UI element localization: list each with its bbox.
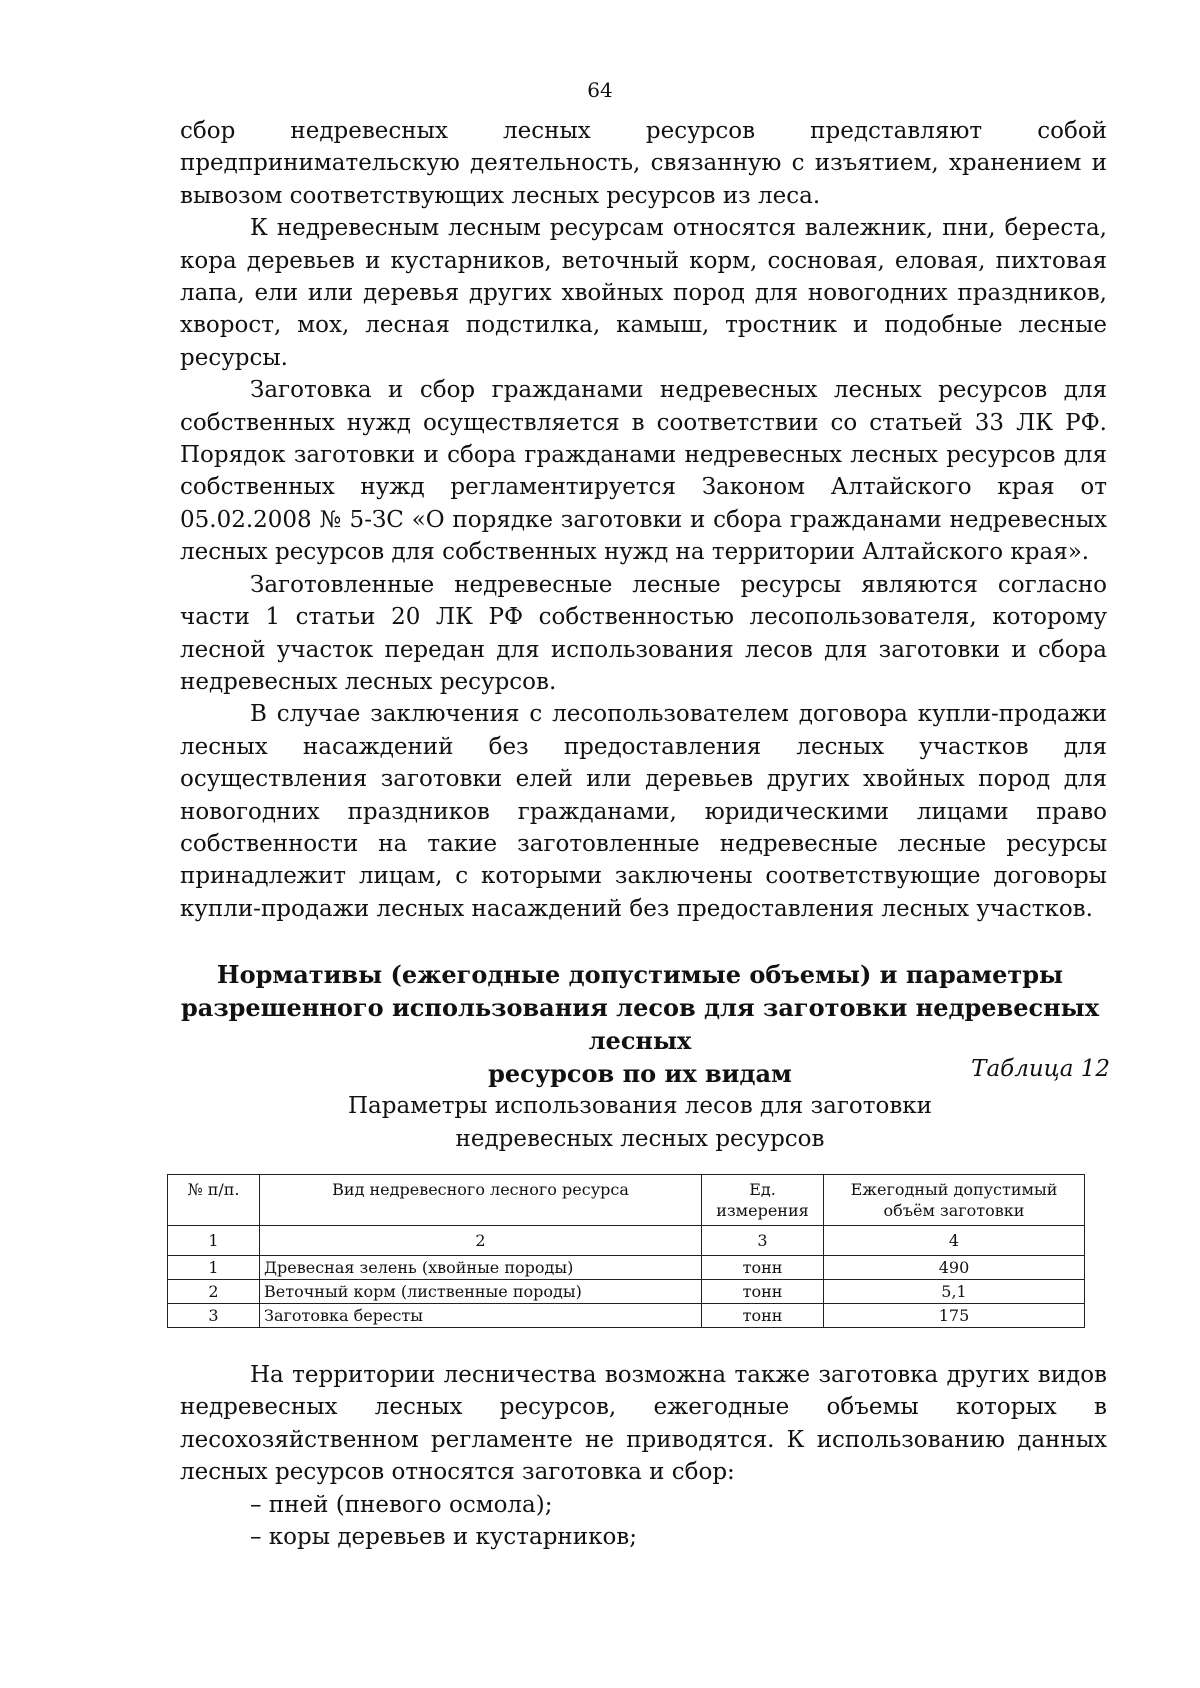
- table-title: [330, 1090, 950, 1156]
- header-unit: Ед. измерения: [702, 1175, 824, 1226]
- table-row: [168, 1280, 1085, 1304]
- paragraph-continuation: сбор недревесных лесных ресурсов представляют собой предпринимательскую деятельность, связанную с изъятием, хранением и вывозом соответствующих лесных ресурсов из леса.: [180, 118, 1107, 209]
- row-volume: 490: [824, 1256, 1085, 1280]
- section-heading: [170, 958, 1110, 1090]
- row-num: 1: [168, 1256, 260, 1280]
- column-number: 1: [168, 1226, 260, 1256]
- row-name: Веточный корм (лиственные породы): [260, 1280, 702, 1304]
- paragraph: Заготовленные недревесные лесные ресурсы являются согласно части 1 статьи 20 ЛК РФ собственностью лесопользователя, которому лесной участок передан для использования лесов для заготовки и сбора недревесных лесных ресурсов.: [180, 571, 1107, 695]
- row-name: Древесная зелень (хвойные породы): [260, 1256, 702, 1280]
- row-volume: 5,1: [824, 1280, 1085, 1304]
- paragraph: В случае заключения с лесопользователем договора купли-продажи лесных насаждений без предоставления лесных участков для осуществления заготовки елей или деревьев других хвойных пород для новогодних праздников гражданами, юридическими лицами право собственности на такие заготовленные недревесные лесные ресурсы принадлежит лицам, с которыми заключены соответствующие договоры купли-продажи лесных насаждений без предоставления лесных участков.: [180, 701, 1107, 922]
- list-item: – коры деревьев и кустарников;: [250, 1524, 637, 1551]
- row-unit: тонн: [702, 1280, 824, 1304]
- row-unit: тонн: [702, 1256, 824, 1280]
- header-volume: Ежегодный допустимый объём заготовки: [824, 1175, 1085, 1226]
- bottom-text: [180, 1359, 1107, 1553]
- table-row: [168, 1256, 1085, 1280]
- header-name: Вид недревесного лесного ресурса: [260, 1175, 702, 1226]
- row-num: 2: [168, 1280, 260, 1304]
- table-caption: Таблица 12: [971, 1056, 1110, 1082]
- list-item: – пней (пневого осмола);: [250, 1491, 553, 1518]
- table-row: [168, 1304, 1085, 1328]
- row-num: 3: [168, 1304, 260, 1328]
- row-unit: тонн: [702, 1304, 824, 1328]
- column-number: 2: [260, 1226, 702, 1256]
- table-title-line: недревесных лесных ресурсов: [455, 1126, 825, 1152]
- section-heading-line: Нормативы (ежегодные допустимые объемы) и параметры: [216, 960, 1064, 989]
- body-text: [180, 115, 1107, 925]
- page-number: 64: [587, 78, 613, 102]
- column-number: 4: [824, 1226, 1085, 1256]
- section-heading-line: ресурсов по их видам: [488, 1059, 792, 1088]
- column-number-row: [168, 1226, 1085, 1256]
- table-title-line: Параметры использования лесов для заготовки: [347, 1093, 932, 1119]
- header-num: № п/п.: [168, 1175, 260, 1226]
- paragraph: На территории лесничества возможна также заготовка других видов недревесных лесных ресурсов, ежегодные объемы которых в лесохозяйственном регламенте не приводятся. К использованию данных лесных ресурсов относятся заготовка и сбор:: [180, 1362, 1107, 1486]
- column-number: 3: [702, 1226, 824, 1256]
- row-volume: 175: [824, 1304, 1085, 1328]
- table-header-row: [168, 1175, 1085, 1226]
- section-heading-line: разрешенного использования лесов для заготовки недревесных лесных: [180, 993, 1100, 1055]
- paragraph: К недревесным лесным ресурсам относятся валежник, пни, береста, кора деревьев и кустарников, веточный корм, сосновая, еловая, пихтовая лапа, ели или деревья других хвойных пород для новогодних праздников, хворост, мох, лесная подстилка, камыш, тростник и подобные лесные ресурсы.: [180, 215, 1107, 371]
- row-name: Заготовка бересты: [260, 1304, 702, 1328]
- parameters-table: [167, 1174, 1085, 1328]
- paragraph: Заготовка и сбор гражданами недревесных лесных ресурсов для собственных нужд осуществляется в соответствии со статьей 33 ЛК РФ. Порядок заготовки и сбора гражданами недревесных лесных ресурсов для собственных нужд регламентируется Законом Алтайского края от 05.02.2008 № 5-ЗС «О порядке заготовки и сбора гражданами недревесных лесных ресурсов для собственных нужд на территории Алтайского края».: [180, 377, 1107, 566]
